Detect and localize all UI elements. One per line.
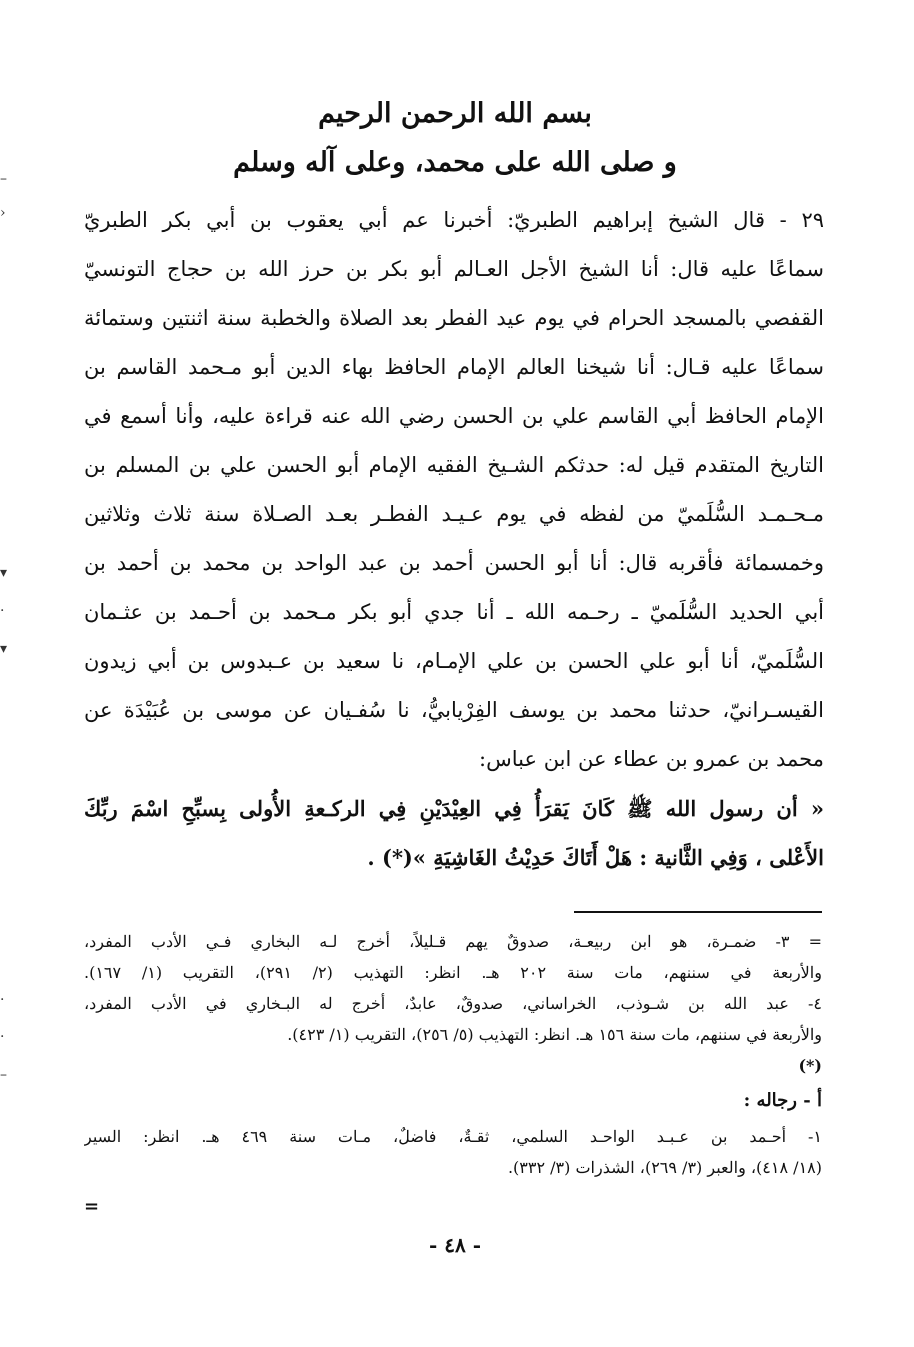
- text-line: سماعًا عليه قـال: أنا شيخنا العالم الإمام الحافظ بهاء الدين أبو مـحمد القاسم بن: [84, 355, 824, 379]
- rijal-note-line: (١٨/ ٤١٨)، والعبر (٣/ ٢٦٩)، الشذرات (٣/ ٣٣٢).: [507, 1158, 822, 1177]
- hadith-line: « أن رسول الله ﷺ كَانَ يَقرَأُ فِي العِيْدَيْنِ فِي الركـعةِ الأُولى بِسبِّحِ اسْمَ ربِّكَ: [84, 796, 824, 821]
- rijal-note-line: ١- أحـمد بن عـبـد الواحـد السلمي، ثقـةٌ، فاضلٌ، مـات سنة ٤٦٩ هـ. انظر: السير: [84, 1127, 822, 1146]
- scan-edge-mark: ▾: [0, 565, 8, 581]
- basmala-heading: بسم الله الرحمن الرحيم: [318, 98, 592, 129]
- text-line: القيسـرانيّ، حدثنا محمد بن يوسف الفِرْيابيُّ، نا سُفـيان عن موسى بن عُبَيْدَة عن: [84, 698, 824, 722]
- footnote-line: والأربعة في سننهم، مات سنة ١٥٦ هـ. انظر: التهذيب (٥/ ٢٥٦)، التقريب (١/ ٤٢٣).: [287, 1025, 822, 1044]
- scan-edge-mark: –: [0, 1067, 7, 1083]
- footnote-separator: [574, 911, 822, 913]
- text-line: السُّلَميّ، أنا أبو علي الحسن بن علي الإمـام، نا سعيد بن عـبدوس بن أبي زيدون: [84, 649, 824, 673]
- text-line: سماعًا عليه قال: أنا الشيخ الأجل العـالم أبو بكر بن حرز الله بن حجاج التونسيّ: [84, 257, 824, 281]
- salutation-heading: و صلى الله على محمد، وعلى آله وسلم: [233, 147, 677, 178]
- footnote-line: = ٣- ضمـرة، هو ابن ربيعـة، صدوقٌ يهم قـليلاً، أخرج لـه البخاري فـي الأدب المفرد،: [84, 932, 822, 951]
- scan-edge-mark: ·: [0, 603, 5, 619]
- hadith-line: الأَعْلى ، وَفِي الثَّانية : هَلْ أَتَاكَ حَدِيْثُ الغَاشِيَةِ »(*) .: [367, 845, 824, 870]
- text-line: القفصي بالمسجد الحرام في يوم عيد الفطر بعد الصلاة والخطبة سنة اثنتين وستمائة: [84, 306, 824, 330]
- main-text: [84, 196, 824, 882]
- text-line: محمد بن عمرو بن عطاء عن ابن عباس:: [479, 747, 824, 771]
- footnote-line: والأربعة في سننهم، مات سنة ٢٠٢ هـ. انظر: التهذيب (٢/ ٢٩١)، التقريب (١/ ١٦٧).: [84, 963, 822, 982]
- footnote-marker: (*): [798, 1056, 822, 1075]
- scan-edge-mark: ·: [0, 992, 5, 1008]
- continuation-mark: =: [84, 1196, 100, 1217]
- scan-edge-mark: ›: [0, 205, 6, 221]
- scan-edge-mark: ▾: [0, 641, 8, 657]
- rijal-heading: أ - رجاله :: [743, 1090, 822, 1111]
- text-line: أبي الحديد السُّلَميّ ـ رحـمه الله ـ أنا جدي أبو بكر مـحمد بن أحـمد بن عثـمان: [84, 600, 824, 624]
- scan-edge-mark: ·: [0, 1029, 5, 1045]
- text-line: التاريخ المتقدم قيل له: حدثكم الشـيخ الفقيه الإمام أبو الحسن علي بن المسلم بن: [84, 453, 824, 477]
- text-line: مـحـمـد السُّلَميّ من لفظه في يوم عـيـد الفطـر بعـد الصـلاة سنة ثلاث وثلاثين: [84, 502, 824, 526]
- footnote-line: ٤- عبد الله بن شـوذب، الخراساني، صدوقٌ، عابدٌ، أخرج له البـخاري في الأدب المفرد،: [84, 994, 822, 1013]
- page-number: - ٤٨ -: [428, 1233, 481, 1257]
- scan-edge-mark: –: [0, 171, 7, 187]
- text-line: الإمام الحافظ أبي القاسم علي بن الحسن رضي الله عنه قراءة عليه، وأنا أسمع في: [84, 404, 824, 428]
- footnotes: [84, 926, 822, 1183]
- text-line: وخمسمائة فأقربه قال: أنا أبو الحسن أحمد بن عبد الواحد بن محمد بن أحمد بن: [84, 551, 824, 575]
- text-line: ٢٩ - قال الشيخ إبراهيم الطبريّ: أخبرنا عم أبي يعقوب بن أبي بكر الطبريّ: [84, 208, 824, 232]
